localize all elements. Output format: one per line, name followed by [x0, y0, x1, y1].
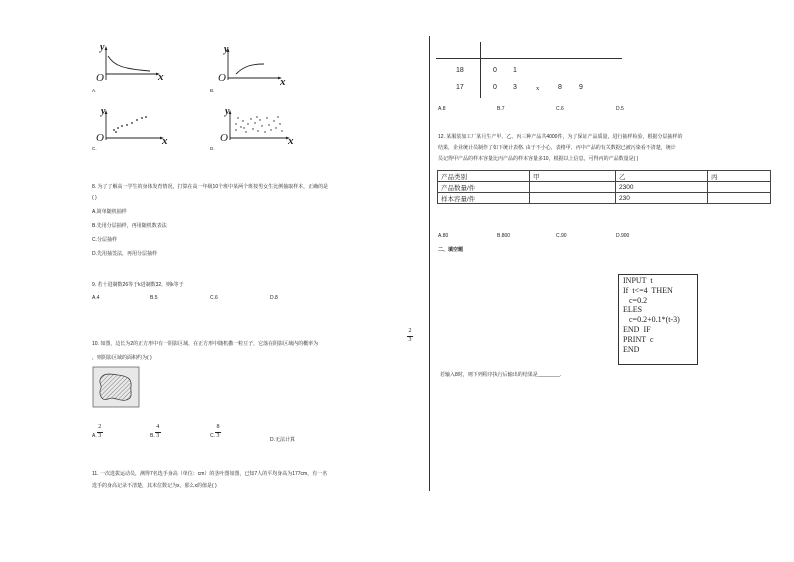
q9-option-c[interactable]: C.6: [210, 295, 218, 301]
graph-c-label: C.: [92, 146, 97, 151]
table-header-cell: 甲: [530, 171, 616, 182]
code-line: ELES: [623, 305, 643, 315]
q12-stem-line2: 结果，企业统计员制作了如下统计表格. 由于不小心，表格甲、丙中产品的有关数据已被污染看不清楚，统计: [438, 145, 676, 151]
leaf-row-2-0: 0: [493, 84, 497, 91]
table-cell: 样本容量/件: [438, 193, 530, 204]
graph-a-label: A.: [92, 88, 97, 93]
table-cell: [530, 182, 616, 193]
q10-probability-fraction: [407, 328, 413, 344]
table-cell: [708, 193, 771, 204]
q8-stem-line1: 8. 为了了解高一学生的身体发育情况，打算在高一年级10个班中某两个班按男女生比例抽取样本，正确的是: [92, 184, 329, 190]
q10-option-b-label: B.: [150, 432, 155, 439]
graph-d: [208, 104, 300, 156]
q11-option-d[interactable]: D.5: [616, 106, 624, 112]
graph-c-y-label: y: [101, 106, 106, 117]
leaf-row-2-4: 9: [579, 84, 583, 91]
stem-leaf-plot: [436, 40, 626, 100]
q12-option-d[interactable]: D.900: [616, 233, 630, 239]
table-cell: 2300: [616, 182, 708, 193]
q10-option-b-fraction: [155, 424, 161, 440]
q8-option-d[interactable]: D.先用抽签法，再用分层抽样: [92, 251, 158, 257]
graph-b-plot: [208, 44, 292, 96]
code-line: END IF: [623, 324, 651, 334]
q11-option-c[interactable]: C.6: [556, 106, 564, 112]
graph-d-y-label: y: [225, 106, 230, 117]
graph-c: [92, 104, 176, 156]
q10-option-a[interactable]: [92, 424, 103, 440]
table-header-cell: 产品类别: [438, 171, 530, 182]
q10-shaded-region-image: [92, 366, 140, 408]
q9-option-d[interactable]: D.8: [270, 295, 278, 301]
graph-c-origin: O: [96, 132, 104, 144]
table-header-cell: 乙: [616, 171, 708, 182]
graph-a-x-label: x: [158, 71, 164, 83]
q10-option-b-num: 4: [156, 424, 160, 430]
q9-option-b[interactable]: B.5: [150, 295, 158, 301]
graph-b-y-label: y: [224, 44, 229, 55]
q12-option-a[interactable]: A.80: [438, 233, 449, 239]
q12-stem-line3: 员记得甲产品的样本容量比丙产品的样本容量多10，根据以上信息，可得丙的产品数量是( ): [438, 156, 639, 162]
stem-leaf-vertical-line: [480, 42, 481, 98]
q10-prob-denominator: 3: [408, 336, 412, 343]
graph-a: [92, 44, 172, 96]
code-line: END: [623, 344, 640, 354]
q8-option-a[interactable]: A.简单随机抽样: [92, 209, 127, 215]
q11-stem-line2: 选手的身高记录不清楚，其末位数记为x，那么x的值是( ): [92, 483, 217, 489]
table-row: [438, 193, 771, 204]
graph-b: [208, 44, 292, 96]
q10-option-b-den: 3: [156, 432, 160, 439]
q13-stem: 若输入8时，则下列程序执行后输出的结果是________.: [440, 372, 562, 378]
q10-option-d[interactable]: D.无法计算: [270, 437, 296, 443]
q12-option-b[interactable]: B.800: [497, 233, 511, 239]
q10-option-a-fraction: [97, 424, 103, 440]
graph-a-y-label: y: [100, 42, 105, 53]
graph-b-x-label: x: [280, 76, 286, 88]
graph-d-plot: [208, 104, 300, 156]
graph-d-origin: O: [220, 132, 228, 144]
q11-option-b[interactable]: B.7: [497, 106, 505, 112]
table-cell: [530, 193, 616, 204]
stem-leaf-horizontal-line: [436, 58, 622, 59]
code-line: c=0.2: [623, 295, 648, 305]
code-line: If t<=4 THEN: [623, 285, 673, 295]
column-divider: [429, 36, 430, 491]
q10-prob-numerator: 2: [408, 328, 412, 334]
table-header-row: [438, 171, 771, 182]
stem-row-2: 17: [456, 84, 464, 91]
q12-product-table: [437, 170, 771, 204]
stem-row-1: 18: [456, 67, 464, 74]
q10-option-a-den: 3: [98, 432, 102, 439]
leaf-row-2-2: x: [536, 85, 540, 92]
code-line: INPUT t: [623, 276, 653, 285]
q10-square-figure: [92, 366, 140, 408]
q10-stem-line2: ，则阴影区域的面积约为( ): [92, 355, 152, 361]
q10-option-b[interactable]: [150, 424, 161, 440]
graph-c-x-label: x: [162, 135, 168, 147]
leaf-row-1-1: 1: [513, 67, 517, 74]
table-cell: 230: [616, 193, 708, 204]
q10-stem-line1: 10. 如图，边长为2的正方形中有一阴影区域，在正方形中随机撒一粒豆子，它落在阴影区域内的概率为: [92, 341, 319, 347]
q8-option-b[interactable]: B.先用分层抽样，再用随机数表法: [92, 223, 167, 229]
q12-stem-line1: 12. 某服装加工厂某月生产甲、乙、丙三种产品共4000件，为了保证产品质量，进行抽样检验，根据分层抽样的: [438, 134, 683, 140]
q10-option-c[interactable]: [210, 424, 221, 440]
q11-stem-line1: 11. 一次选拔运动员，测得7名选手身高（单位：cm）的茎叶图如图，已知7人的平均身高为177cm，有一名: [92, 471, 328, 477]
q8-option-c[interactable]: C.分层抽样: [92, 237, 118, 243]
q10-option-a-label: A.: [92, 432, 97, 439]
q10-options: [92, 424, 332, 444]
graph-d-label: D.: [210, 146, 215, 151]
table-cell: [708, 182, 771, 193]
q12-option-c[interactable]: C.90: [556, 233, 567, 239]
graph-b-origin: O: [218, 72, 226, 84]
program-code-box: [618, 274, 698, 365]
code-line: c=0.2+0.1*(t-3): [623, 315, 680, 325]
table-header-cell: 丙: [708, 171, 771, 182]
q8-stem-line2: ( ): [92, 195, 97, 201]
graph-a-origin: O: [96, 72, 104, 84]
q11-option-a[interactable]: A.8: [438, 106, 446, 112]
leaf-row-2-3: 8: [558, 84, 562, 91]
table-row: [438, 182, 771, 193]
q10-option-c-den: 3: [216, 432, 220, 439]
graph-b-label: B.: [210, 88, 215, 93]
q10-option-c-label: C.: [210, 432, 215, 439]
q10-option-c-num: 8: [216, 424, 220, 430]
q10-option-a-num: 2: [98, 424, 102, 430]
q10-option-c-fraction: [215, 424, 221, 440]
section-2-title: 二、填空题: [438, 247, 464, 253]
code-line: PRINT c: [623, 334, 654, 344]
table-cell: 产品数量/件: [438, 182, 530, 193]
q9-option-a[interactable]: A.4: [92, 295, 100, 301]
q9-stem: 9. 若十进制数26等于k进制数32，则k等于: [92, 282, 184, 288]
leaf-row-1-0: 0: [493, 67, 497, 74]
leaf-row-2-1: 3: [513, 84, 517, 91]
graph-d-x-label: x: [288, 135, 294, 147]
